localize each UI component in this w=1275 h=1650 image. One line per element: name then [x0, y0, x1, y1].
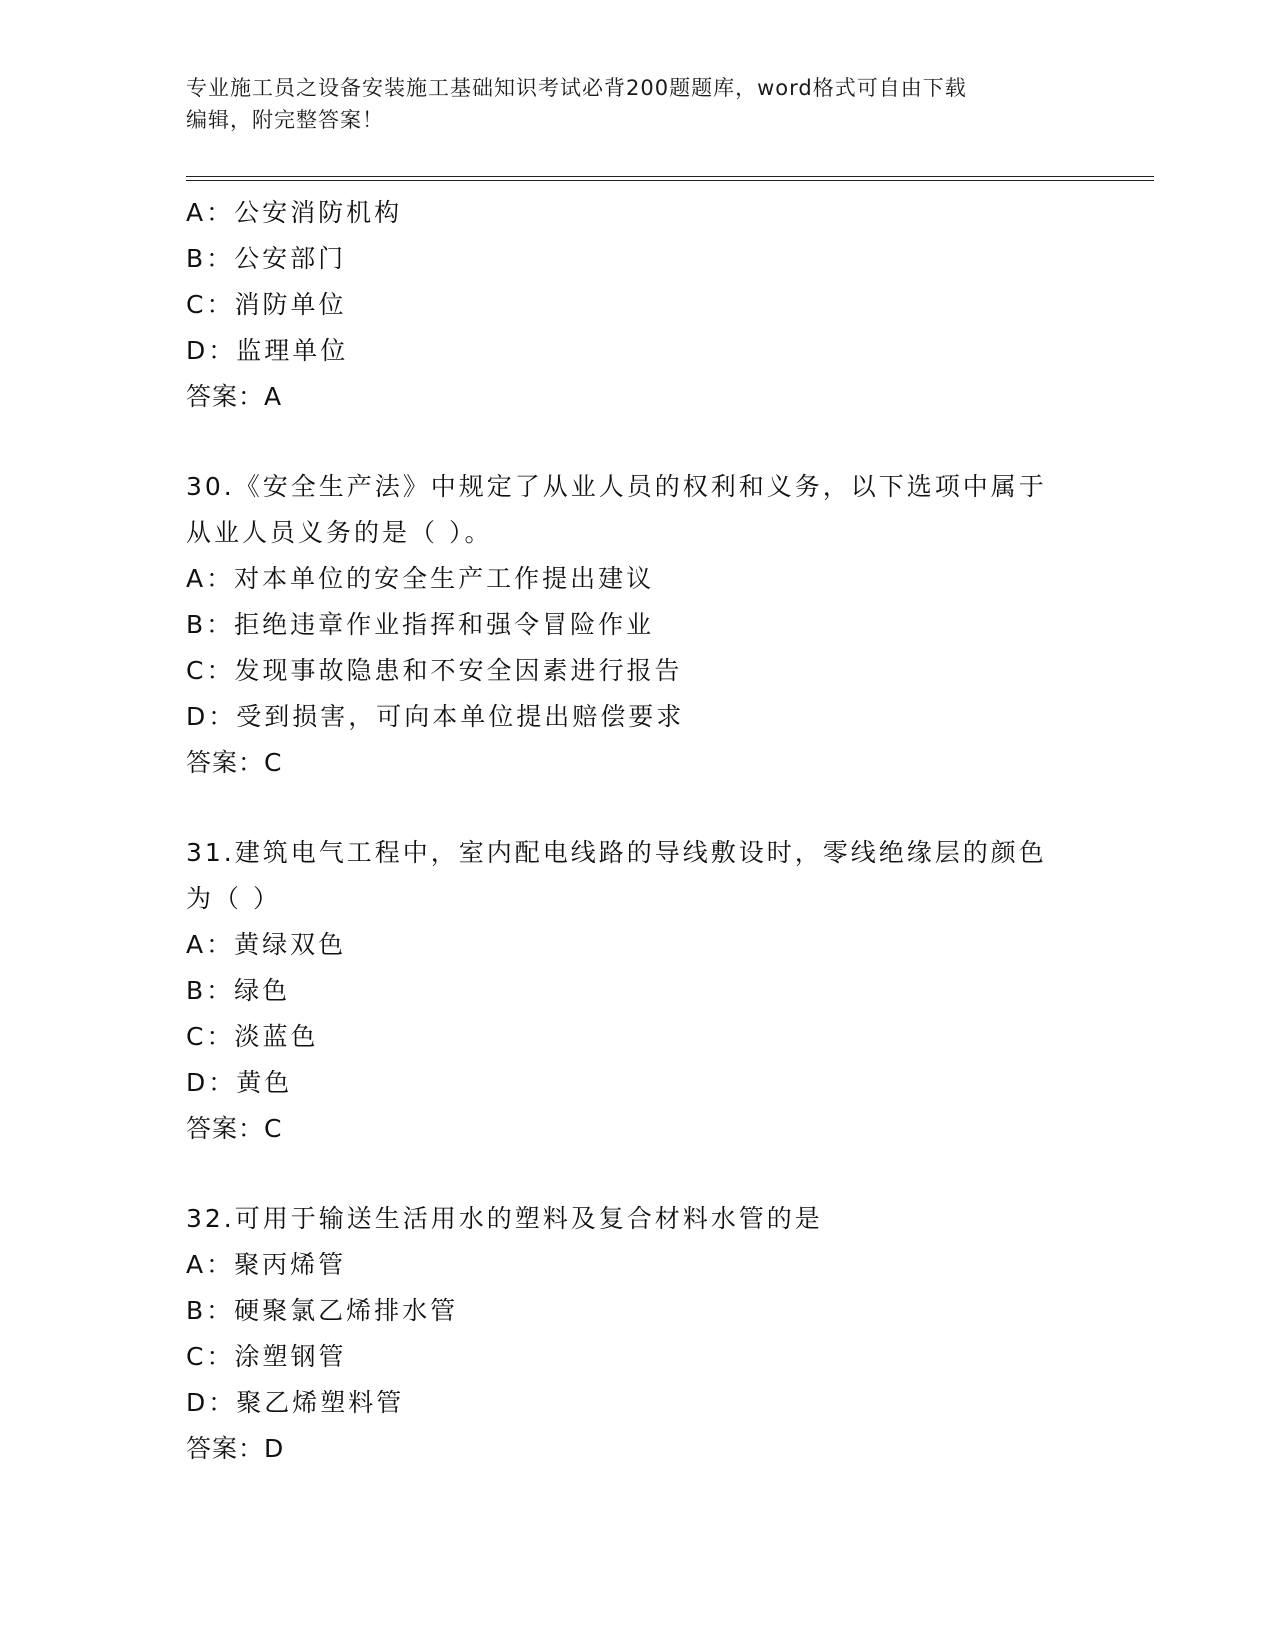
answer-line: 答案：C	[186, 748, 283, 777]
option-a: A：公安消防机构	[186, 198, 403, 227]
header-divider	[186, 176, 1154, 181]
question-block-31	[186, 830, 1086, 1152]
question-text-line: 31.建筑电气工程中，室内配电线路的导线敷设时，零线绝缘层的颜色	[186, 838, 1047, 867]
option-b: B：拒绝违章作业指挥和强令冒险作业	[186, 610, 655, 639]
option-b: B：硬聚氯乙烯排水管	[186, 1296, 459, 1325]
option-d: D：监理单位	[186, 336, 349, 365]
option-c: C：消防单位	[186, 290, 347, 319]
question-block-32	[186, 1196, 1086, 1472]
option-d: D：黄色	[186, 1068, 293, 1097]
header-title-line-1: 专业施工员之设备安装施工基础知识考试必背200题题库，word格式可自由下载	[186, 76, 967, 100]
option-c: C：涂塑钢管	[186, 1342, 347, 1371]
question-text-line: 30.《安全生产法》中规定了从业人员的权利和义务，以下选项中属于	[186, 472, 1047, 501]
answer-line: 答案：D	[186, 1434, 285, 1463]
question-block-partial	[186, 190, 1086, 420]
question-text-line: 从业人员义务的是（ ）。	[186, 518, 493, 547]
option-a: A：聚丙烯管	[186, 1250, 347, 1279]
answer-line: 答案：C	[186, 1114, 283, 1143]
question-block-30	[186, 464, 1086, 786]
document-body	[186, 190, 1086, 1472]
question-text-line: 为（ ）	[186, 884, 281, 913]
option-d: D：受到损害，可向本单位提出赔偿要求	[186, 702, 685, 731]
option-c: C：发现事故隐患和不安全因素进行报告	[186, 656, 683, 685]
page-header	[186, 72, 1086, 136]
option-b: B：绿色	[186, 976, 291, 1005]
option-b: B：公安部门	[186, 244, 347, 273]
question-text-line: 32.可用于输送生活用水的塑料及复合材料水管的是	[186, 1204, 823, 1233]
answer-line: 答案：A	[186, 382, 283, 411]
option-a: A：黄绿双色	[186, 930, 347, 959]
header-title-line-2: 编辑，附完整答案！	[186, 108, 384, 132]
option-c: C：淡蓝色	[186, 1022, 319, 1051]
option-d: D：聚乙烯塑料管	[186, 1388, 405, 1417]
option-a: A：对本单位的安全生产工作提出建议	[186, 564, 655, 593]
